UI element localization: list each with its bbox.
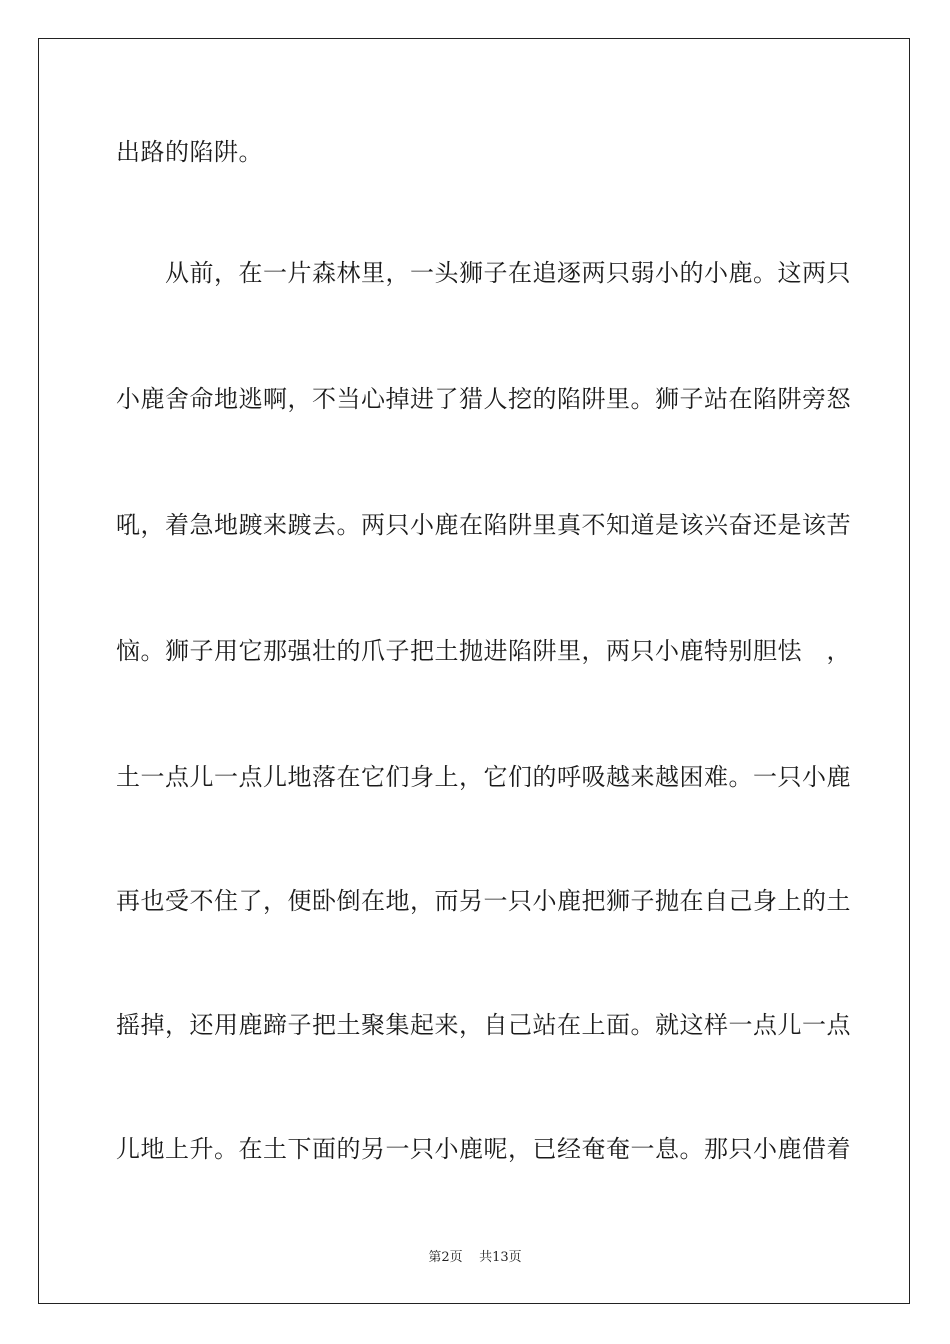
text-line: 儿地上升。在土下面的另一只小鹿呢，已经奄奄一息。那只小鹿借着	[116, 1135, 851, 1163]
page-number: 第2页	[428, 1250, 463, 1265]
page-footer	[0, 1246, 950, 1265]
text-line: 出路的陷阱。	[116, 138, 263, 166]
text-line: 从前，在一片森林里，一头狮子在追逐两只弱小的小鹿。这两只	[116, 259, 851, 287]
text-line: 吼，着急地踱来踱去。两只小鹿在陷阱里真不知道是该兴奋还是该苦	[116, 511, 851, 539]
text-line: 摇掉，还用鹿蹄子把土聚集起来，自己站在上面。就这样一点儿一点	[116, 1011, 851, 1039]
text-line: 再也受不住了，便卧倒在地，而另一只小鹿把狮子抛在自己身上的土	[116, 887, 851, 915]
page-total: 共13页	[479, 1250, 522, 1265]
text-line: 小鹿舍命地逃啊，不当心掉进了猎人挖的陷阱里。狮子站在陷阱旁怒	[116, 385, 851, 413]
text-line: 土一点儿一点儿地落在它们身上，它们的呼吸越来越困难。一只小鹿	[116, 763, 851, 791]
page-border	[38, 38, 910, 1304]
text-line: 恼。狮子用它那强壮的爪子把土抛进陷阱里，两只小鹿特别胆怯 ，	[116, 637, 851, 665]
